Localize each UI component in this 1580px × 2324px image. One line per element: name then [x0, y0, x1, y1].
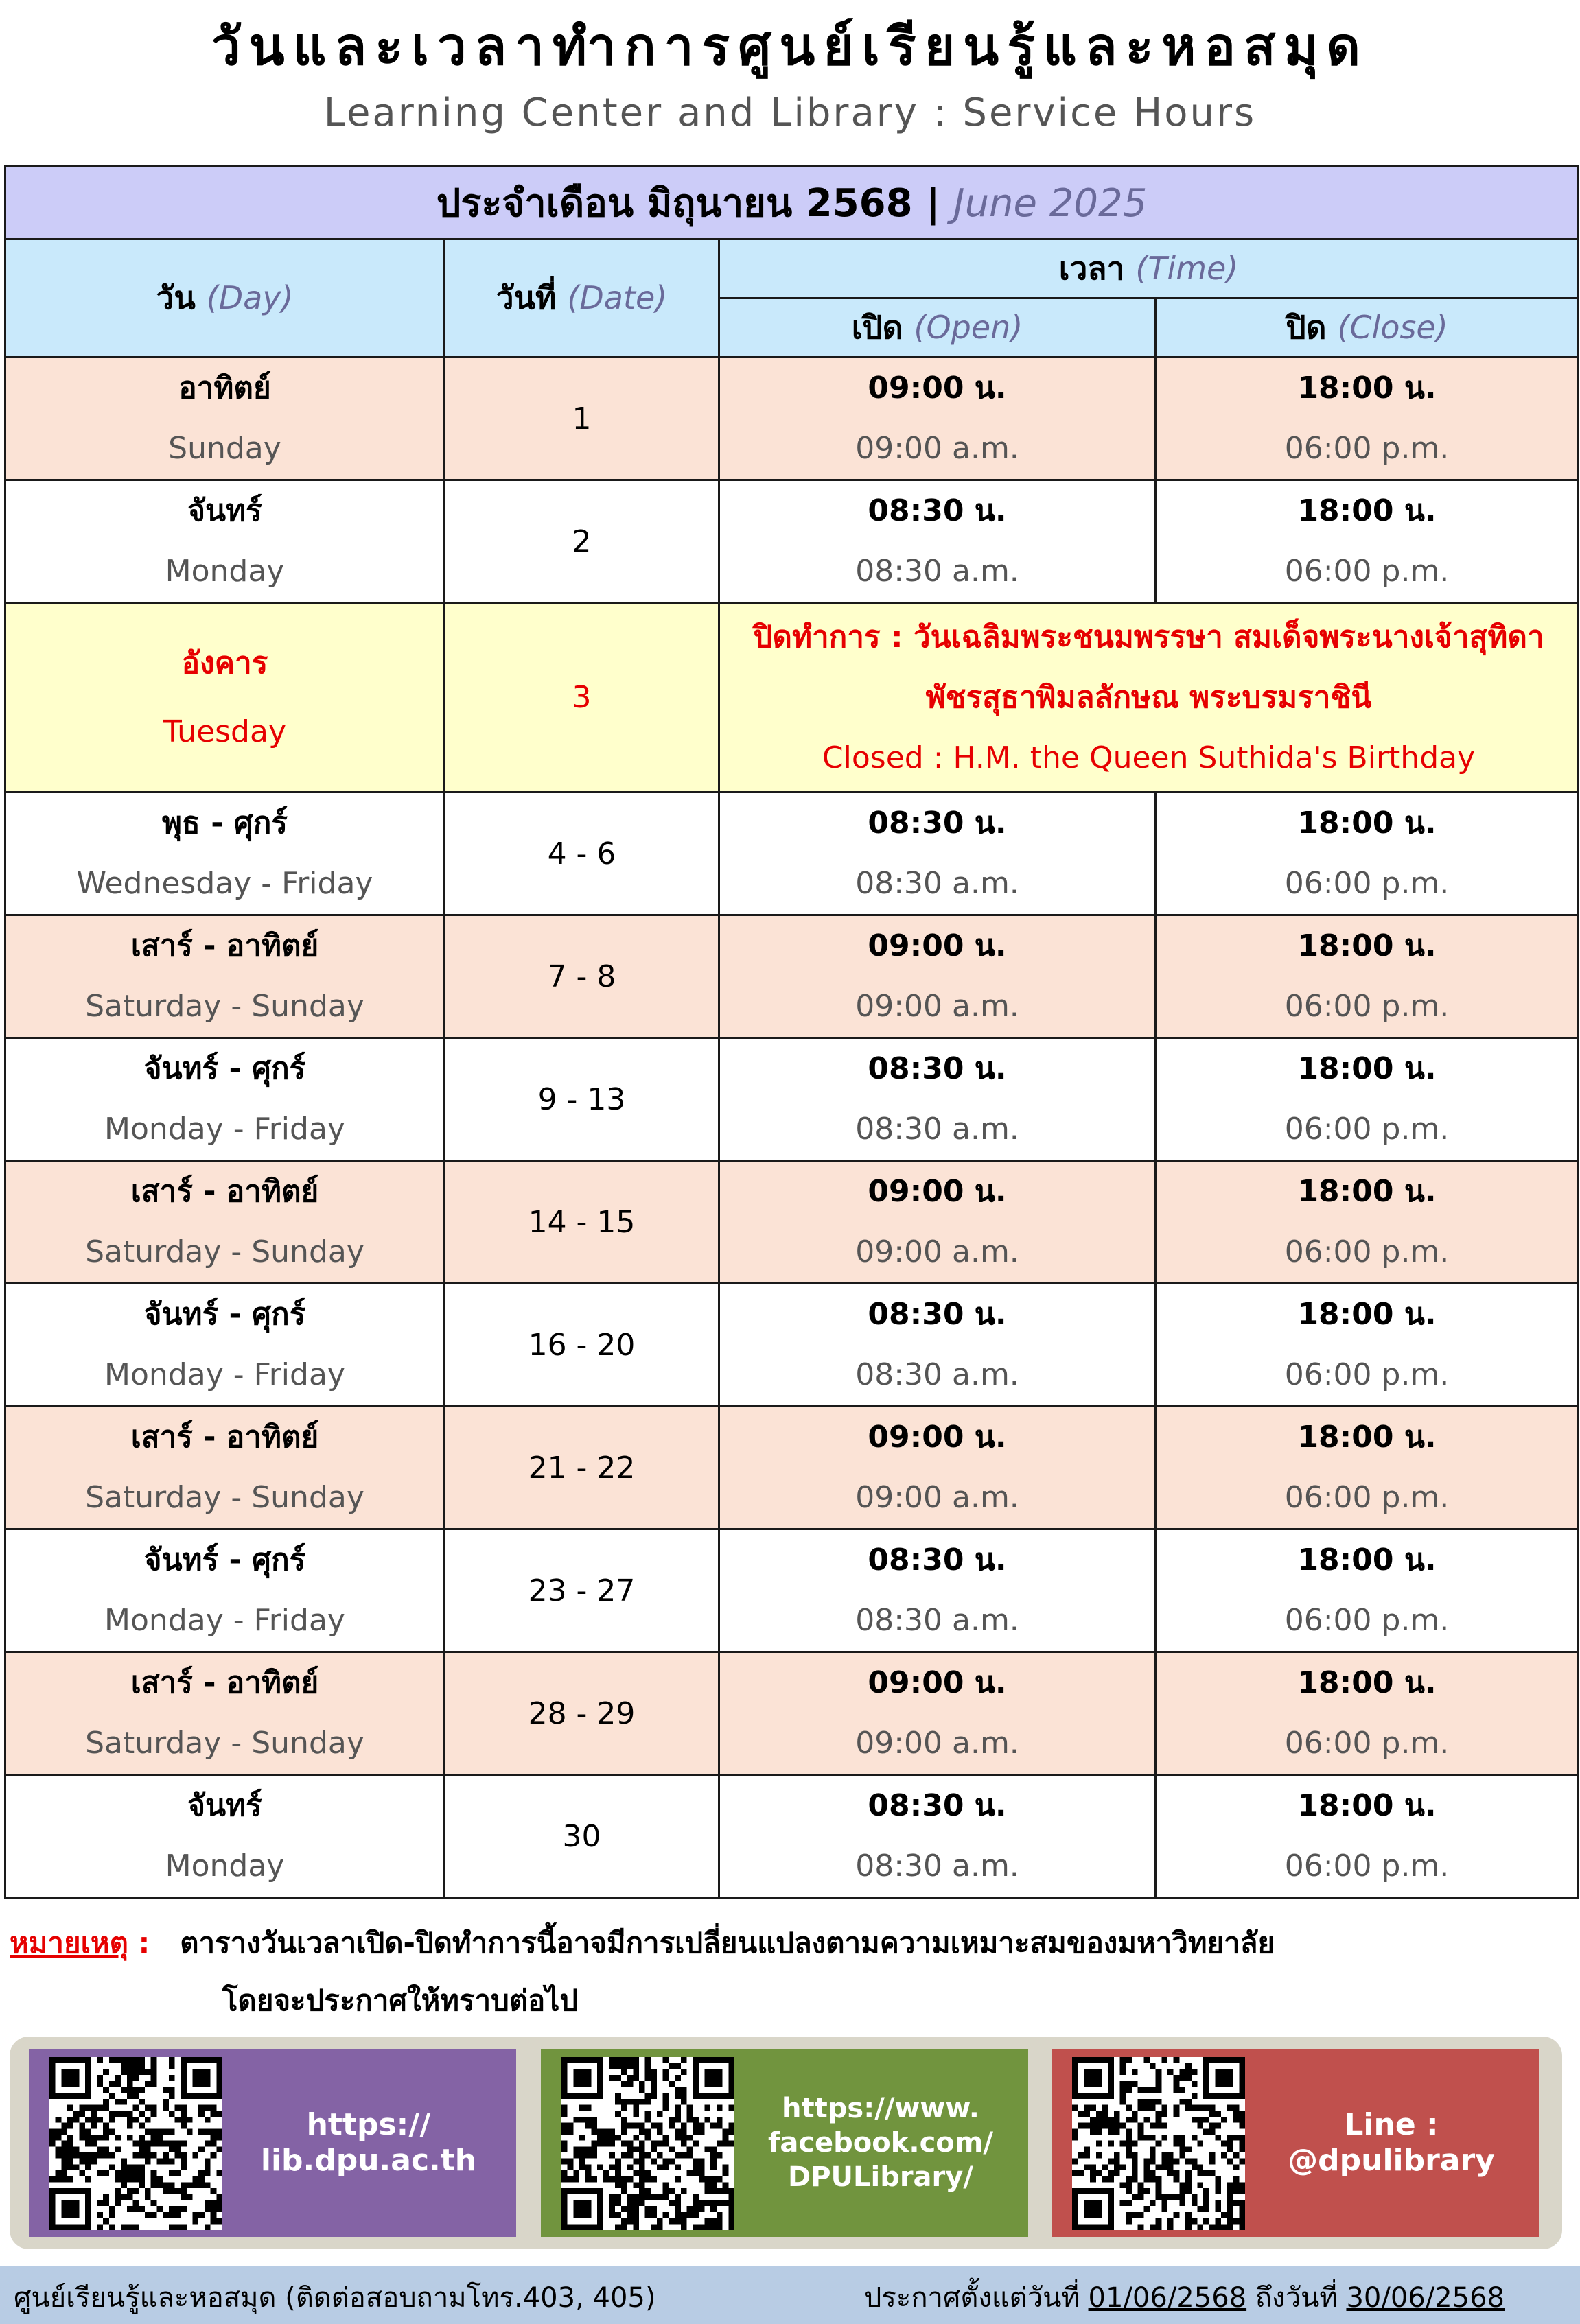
day-th: เสาร์ - อาทิตย์: [130, 1174, 319, 1209]
qr-pattern: [1072, 2057, 1245, 2230]
header-open-th: เปิด: [851, 309, 903, 346]
holiday-note-th-1: ปิดทำการ : วันเฉลิมพระชนมพรรษา สมเด็จพระนางเจ้าสุทิดา: [753, 619, 1544, 655]
day-en: Monday - Friday: [104, 1603, 345, 1638]
remark-text-2: โดยจะประกาศให้ทราบต่อไป: [222, 1984, 579, 2017]
remark-text-1: ตารางวันเวลาเปิด-ปิดทำการนี้อาจมีการเปลี่ยนแปลงตามความเหมาะสมของมหาวิทยาลัย: [180, 1926, 1275, 1960]
open-en: 09:00 a.m.: [855, 1234, 1019, 1269]
header-date-th: วันที่: [496, 279, 557, 316]
open-th: 09:00 น.: [868, 1174, 1007, 1209]
header-time-en: (Time): [1135, 250, 1239, 287]
day-en: Sunday: [168, 431, 281, 466]
holiday-day-en: Tuesday: [163, 714, 286, 749]
header-time: [719, 239, 1579, 298]
close-cell: [1156, 1284, 1579, 1407]
open-th: 09:00 น.: [868, 928, 1007, 963]
open-th: 08:30 น.: [868, 1051, 1007, 1086]
close-en: 06:00 p.m.: [1284, 1726, 1450, 1761]
day-en: Saturday - Sunday: [85, 1726, 364, 1761]
close-th: 18:00 น.: [1297, 371, 1437, 406]
day-cell: [5, 1407, 445, 1529]
table-row: [5, 1775, 1579, 1898]
open-en: 08:30 a.m.: [855, 1112, 1019, 1147]
day-th: จันทร์: [187, 493, 262, 528]
facebook-qr-code[interactable]: [561, 2057, 734, 2230]
holiday-note-en: Closed : H.M. the Queen Suthida's Birthday: [822, 740, 1476, 775]
day-cell: [5, 1161, 445, 1284]
line-id-line-2: @dpulibrary: [1288, 2143, 1495, 2178]
open-cell: [719, 1284, 1156, 1407]
table-row: [5, 1284, 1579, 1407]
day-en: Monday: [165, 554, 285, 589]
facebook-link-line-3: DPULibrary/: [788, 2161, 973, 2193]
footer-contact: ศูนย์เรียนรู้และหอสมุด (ติดต่อสอบถามโทร.403, 405): [14, 2282, 656, 2314]
month-th: ประจำเดือน มิถุนายน 2568: [436, 180, 913, 226]
day-th: พุธ - ศุกร์: [162, 806, 288, 841]
header-time-th: เวลา: [1058, 250, 1125, 287]
open-en: 09:00 a.m.: [855, 1726, 1019, 1761]
close-en: 06:00 p.m.: [1284, 1357, 1450, 1392]
remark-label: หมายเหตุ: [10, 1926, 128, 1960]
table-row: [5, 1407, 1579, 1529]
table-row: [5, 915, 1579, 1038]
line-qr-code[interactable]: [1072, 2057, 1245, 2230]
open-en: 09:00 a.m.: [855, 1480, 1019, 1515]
header-date-en: (Date): [567, 279, 668, 316]
open-th: 08:30 น.: [868, 1542, 1007, 1577]
date-cell: 23 - 27: [445, 1529, 719, 1652]
month-en: June 2025: [953, 180, 1148, 226]
date-cell: 30: [445, 1775, 719, 1898]
day-en: Saturday - Sunday: [85, 1480, 364, 1515]
open-cell: [719, 1161, 1156, 1284]
website-link[interactable]: [228, 2049, 509, 2237]
day-th: จันทร์: [187, 1788, 262, 1823]
date-cell: 1: [445, 357, 719, 480]
date-cell: 14 - 15: [445, 1161, 719, 1284]
close-cell: [1156, 480, 1579, 603]
website-link-line-2: lib.dpu.ac.th: [260, 2143, 477, 2178]
month-row: [5, 166, 1579, 239]
line-id[interactable]: [1251, 2049, 1532, 2237]
close-en: 06:00 p.m.: [1284, 1480, 1450, 1515]
close-cell: [1156, 1407, 1579, 1529]
close-cell: [1156, 357, 1579, 480]
facebook-link-line-1: https://www.: [782, 2093, 979, 2124]
date-cell: 2: [445, 480, 719, 603]
holiday-note-th-2: พัชรสุธาพิมลลักษณ พระบรมราชินี: [925, 679, 1372, 715]
open-th: 08:30 น.: [868, 1788, 1007, 1823]
month-separator: |: [926, 180, 940, 226]
facebook-link-line-2: facebook.com/: [767, 2127, 994, 2159]
close-th: 18:00 น.: [1297, 1788, 1437, 1823]
announce-to-prefix: ถึงวันที่: [1255, 2282, 1338, 2314]
open-en: 09:00 a.m.: [855, 989, 1019, 1024]
day-cell: [5, 357, 445, 480]
table-row: [5, 480, 1579, 603]
open-cell: [719, 1407, 1156, 1529]
day-en: Monday - Friday: [104, 1112, 345, 1147]
close-th: 18:00 น.: [1297, 1051, 1437, 1086]
day-en: Wednesday - Friday: [76, 866, 373, 901]
close-cell: [1156, 1161, 1579, 1284]
day-en: Monday - Friday: [104, 1357, 345, 1392]
open-en: 08:30 a.m.: [855, 1603, 1019, 1638]
day-en: Monday: [165, 1848, 285, 1883]
header-day-en: (Day): [206, 279, 294, 316]
day-cell: [5, 1529, 445, 1652]
header-date: [445, 239, 719, 357]
open-cell: [719, 1775, 1156, 1898]
open-cell: [719, 480, 1156, 603]
close-en: 06:00 p.m.: [1284, 866, 1450, 901]
facebook-panel[interactable]: [541, 2049, 1028, 2237]
close-en: 06:00 p.m.: [1284, 1603, 1450, 1638]
header-open-en: (Open): [914, 309, 1023, 346]
close-th: 18:00 น.: [1297, 1542, 1437, 1577]
day-cell: [5, 480, 445, 603]
open-th: 08:30 น.: [868, 1297, 1007, 1332]
open-cell: [719, 915, 1156, 1038]
date-cell: 28 - 29: [445, 1652, 719, 1775]
date-cell: 9 - 13: [445, 1038, 719, 1161]
close-th: 18:00 น.: [1297, 1420, 1437, 1455]
footer: [0, 2266, 1580, 2324]
close-cell: [1156, 1529, 1579, 1652]
date-cell: 7 - 8: [445, 915, 719, 1038]
close-th: 18:00 น.: [1297, 1665, 1437, 1700]
day-th: จันทร์ - ศุกร์: [143, 1051, 306, 1086]
holiday-row: [5, 603, 1579, 793]
header-close-th: ปิด: [1286, 309, 1327, 346]
announce-prefix: ประกาศตั้งแต่วันที่: [863, 2282, 1080, 2314]
day-th: เสาร์ - อาทิตย์: [130, 1665, 319, 1700]
facebook-link[interactable]: [740, 2049, 1021, 2237]
day-th: เสาร์ - อาทิตย์: [130, 928, 319, 963]
contact-bar: [10, 2037, 1562, 2249]
date-cell: 4 - 6: [445, 793, 719, 915]
day-en: Saturday - Sunday: [85, 989, 364, 1024]
day-cell: [5, 1038, 445, 1161]
footer-announce: [864, 2275, 1505, 2319]
open-en: 09:00 a.m.: [855, 431, 1019, 466]
close-en: 06:00 p.m.: [1284, 1234, 1450, 1269]
table-row: [5, 1161, 1579, 1284]
page-title: วันและเวลาทำการศูนย์เรียนรู้และหอสมุด: [211, 16, 1369, 77]
close-th: 18:00 น.: [1297, 806, 1437, 841]
close-th: 18:00 น.: [1297, 1297, 1437, 1332]
holiday-note-cell: [719, 603, 1579, 793]
day-th: จันทร์ - ศุกร์: [143, 1297, 306, 1332]
open-en: 08:30 a.m.: [855, 866, 1019, 901]
close-en: 06:00 p.m.: [1284, 554, 1450, 589]
table-row: [5, 1529, 1579, 1652]
open-th: 09:00 น.: [868, 1665, 1007, 1700]
date-cell: 21 - 22: [445, 1407, 719, 1529]
remark: [10, 1914, 1275, 2030]
close-cell: [1156, 793, 1579, 915]
close-cell: [1156, 915, 1579, 1038]
close-en: 06:00 p.m.: [1284, 989, 1450, 1024]
holiday-date-cell: 3: [445, 603, 719, 793]
close-th: 18:00 น.: [1297, 493, 1437, 528]
close-en: 06:00 p.m.: [1284, 431, 1450, 466]
line-panel[interactable]: [1052, 2049, 1539, 2237]
line-id-line-1: Line :: [1344, 2107, 1439, 2142]
close-cell: [1156, 1038, 1579, 1161]
open-en: 08:30 a.m.: [855, 1357, 1019, 1392]
day-th: อาทิตย์: [178, 371, 271, 406]
open-en: 08:30 a.m.: [855, 1848, 1019, 1883]
header-close-en: (Close): [1337, 309, 1448, 346]
close-en: 06:00 p.m.: [1284, 1112, 1450, 1147]
date-cell: 16 - 20: [445, 1284, 719, 1407]
header-close: [1156, 298, 1579, 357]
open-th: 08:30 น.: [868, 806, 1007, 841]
website-panel[interactable]: [29, 2049, 516, 2237]
month-heading: [5, 166, 1579, 239]
day-cell: [5, 915, 445, 1038]
open-en: 08:30 a.m.: [855, 554, 1019, 589]
open-cell: [719, 1038, 1156, 1161]
holiday-day-th: อังคาร: [181, 645, 268, 681]
open-cell: [719, 793, 1156, 915]
table-row: [5, 357, 1579, 480]
open-th: 08:30 น.: [868, 493, 1007, 528]
day-cell: [5, 793, 445, 915]
header-open: [719, 298, 1156, 357]
remark-line-1: [10, 1914, 1275, 1972]
page-subtitle: Learning Center and Library : Service Hours: [323, 91, 1257, 135]
header-row-1: [5, 239, 1579, 298]
qr-pattern: [49, 2057, 222, 2230]
day-th: เสาร์ - อาทิตย์: [130, 1420, 319, 1455]
website-qr-code[interactable]: [49, 2057, 222, 2230]
open-cell: [719, 357, 1156, 480]
table-row: [5, 1652, 1579, 1775]
open-cell: [719, 1652, 1156, 1775]
close-en: 06:00 p.m.: [1284, 1848, 1450, 1883]
table-row: [5, 1038, 1579, 1161]
qr-pattern: [561, 2057, 734, 2230]
day-cell: [5, 1284, 445, 1407]
open-th: 09:00 น.: [868, 371, 1007, 406]
close-th: 18:00 น.: [1297, 928, 1437, 963]
table-row: [5, 793, 1579, 915]
open-th: 09:00 น.: [868, 1420, 1007, 1455]
remark-colon: :: [138, 1926, 150, 1960]
open-cell: [719, 1529, 1156, 1652]
schedule-table: [4, 165, 1579, 1899]
header-day-th: วัน: [156, 279, 196, 316]
day-cell: [5, 1775, 445, 1898]
close-cell: [1156, 1652, 1579, 1775]
day-en: Saturday - Sunday: [85, 1234, 364, 1269]
day-th: จันทร์ - ศุกร์: [143, 1542, 306, 1577]
close-th: 18:00 น.: [1297, 1174, 1437, 1209]
close-cell: [1156, 1775, 1579, 1898]
announce-to-date: 30/06/2568: [1346, 2282, 1505, 2314]
website-link-line-1: https://: [306, 2107, 431, 2142]
announce-from-date: 01/06/2568: [1088, 2282, 1247, 2314]
header-day: [5, 239, 445, 357]
day-cell: [5, 1652, 445, 1775]
holiday-day-cell: [5, 603, 445, 793]
